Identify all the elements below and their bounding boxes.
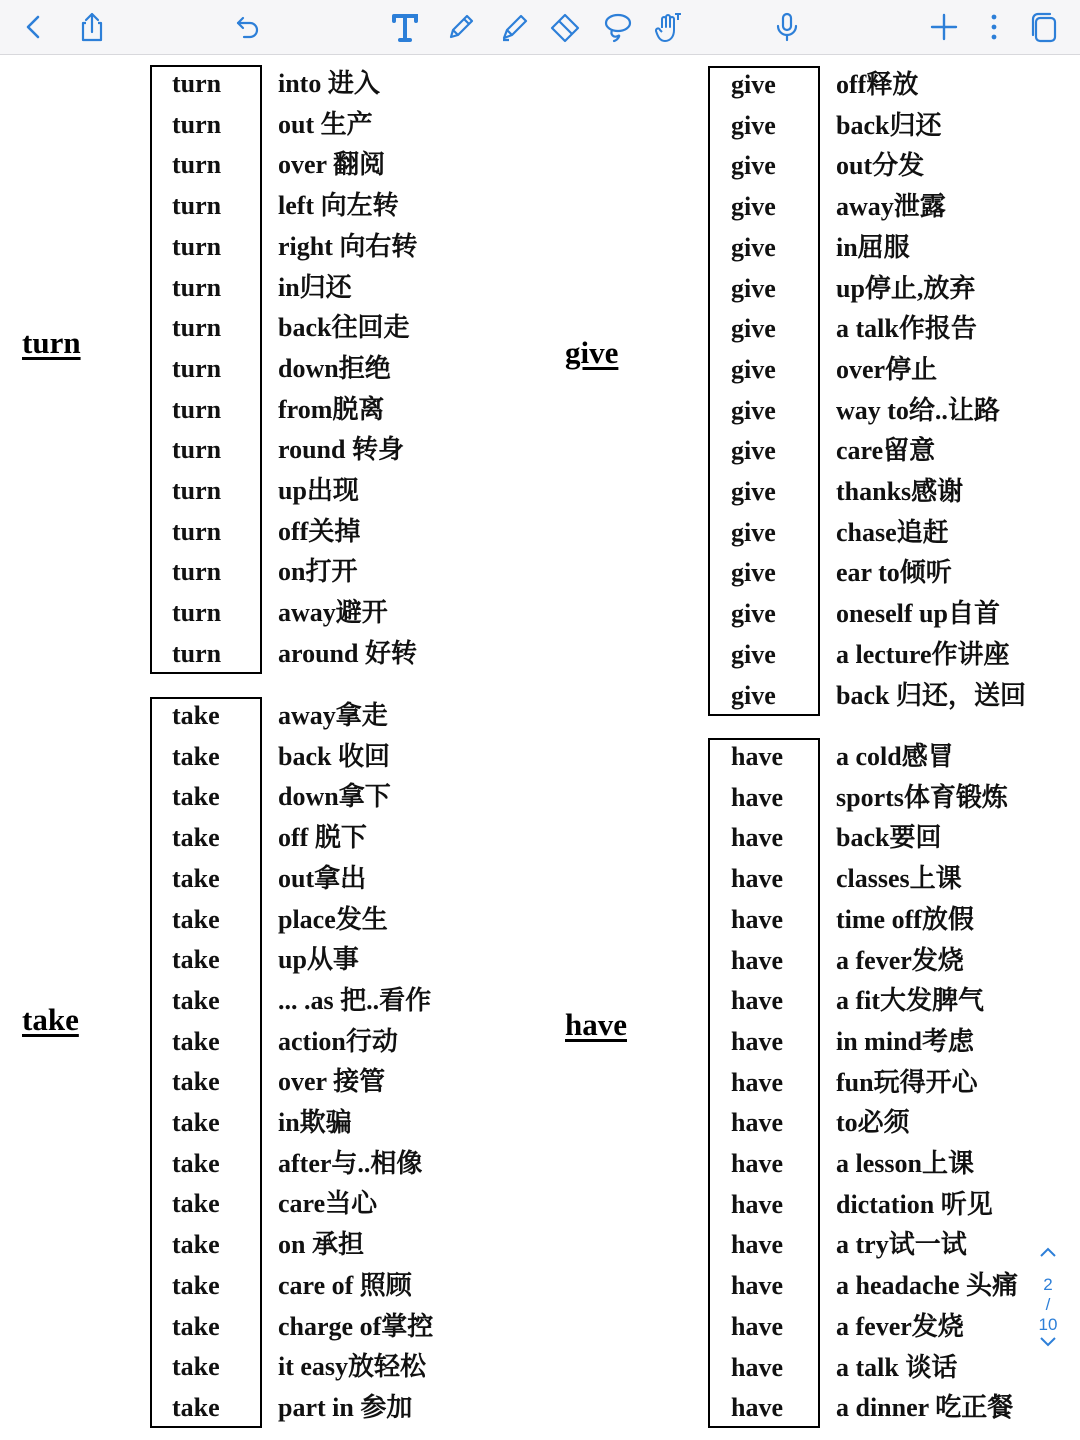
phrase-meaning: back往回走 xyxy=(278,313,410,343)
more-icon[interactable] xyxy=(974,7,1014,47)
phrase-meaning: away拿走 xyxy=(278,701,388,730)
phrase-meaning: way to给..让路 xyxy=(836,395,1000,425)
verb-cell: have xyxy=(731,1230,783,1260)
verb-cell: turn xyxy=(172,476,222,505)
verb-cell: turn xyxy=(172,231,222,261)
phrase-meaning: away避开 xyxy=(278,598,388,628)
phrase-meaning: away泄露 xyxy=(836,192,946,222)
phrase-meaning: care当心 xyxy=(278,1189,378,1219)
phrase-meaning: back 归还，送回 xyxy=(836,680,1026,710)
verb-cell: have xyxy=(731,1108,783,1138)
verb-cell: take xyxy=(172,1230,220,1260)
verb-cell: give xyxy=(731,517,776,547)
phrase-meaning: a talk作报告 xyxy=(836,314,977,344)
verb-cell: have xyxy=(731,1149,783,1178)
verb-cell: give xyxy=(731,110,776,140)
phrase-meaning: in欺骗 xyxy=(278,1108,352,1137)
verb-cell: turn xyxy=(172,191,222,221)
verb-cell: have xyxy=(731,1189,783,1219)
phrase-meaning: sports体育锻炼 xyxy=(836,782,1008,812)
verb-cell: take xyxy=(172,1026,220,1056)
phrase-meaning: oneself up自首 xyxy=(836,599,1000,629)
verb-cell: have xyxy=(731,945,783,975)
verb-cell: give xyxy=(731,680,776,710)
phrase-meaning: place发生 xyxy=(278,904,388,934)
verb-cell: turn xyxy=(172,435,222,465)
verb-cell: give xyxy=(731,314,776,344)
phrase-meaning: on 承担 xyxy=(278,1230,364,1260)
hand-touch-icon[interactable] xyxy=(648,7,688,47)
phrase-meaning: to必须 xyxy=(836,1108,910,1138)
verb-cell: give xyxy=(731,599,776,629)
verb-cell: have xyxy=(731,782,783,812)
verb-cell: turn xyxy=(172,272,222,302)
verb-cell: give xyxy=(731,436,776,466)
verb-cell: have xyxy=(731,986,783,1016)
verb-cell: take xyxy=(172,1067,220,1097)
verb-cell: turn xyxy=(172,638,222,668)
page-navigator xyxy=(1030,1245,1066,1405)
verb-cell: take xyxy=(172,863,220,893)
phrase-meaning: up出现 xyxy=(278,476,359,505)
phrase-meaning: out拿出 xyxy=(278,863,367,893)
phrase-meaning: a lesson上课 xyxy=(836,1149,974,1178)
verb-cell: have xyxy=(731,864,783,894)
verb-cell: have xyxy=(731,1352,783,1382)
verb-cell: have xyxy=(731,1026,783,1056)
phrase-meaning: down拿下 xyxy=(278,782,391,812)
text-tool-icon[interactable] xyxy=(385,7,425,47)
undo-icon[interactable] xyxy=(228,7,268,47)
phrase-meaning: around 好转 xyxy=(278,638,417,668)
phrase-meaning: care of 照顾 xyxy=(278,1270,412,1300)
phrase-meaning: over 翻阅 xyxy=(278,150,386,180)
verb-cell: have xyxy=(731,742,783,771)
phrase-meaning: thanks感谢 xyxy=(836,477,964,506)
phrase-meaning: in归还 xyxy=(278,272,352,302)
verb-cell: take xyxy=(172,1352,220,1382)
phrase-meaning: a talk 谈话 xyxy=(836,1352,958,1382)
verb-cell: give xyxy=(731,70,776,99)
verb-cell: have xyxy=(731,1271,783,1301)
verb-cell: take xyxy=(172,985,220,1015)
phrase-meaning: a headache 头痛 xyxy=(836,1271,1019,1301)
phrase-meaning: back要回 xyxy=(836,823,942,853)
phrase-meaning: classes上课 xyxy=(836,864,962,894)
phrase-meaning: a lecture作讲座 xyxy=(836,639,1010,669)
verb-cell: take xyxy=(172,1311,220,1341)
verb-cell: turn xyxy=(172,516,222,546)
phrase-meaning: in屈服 xyxy=(836,232,910,262)
verb-cell: give xyxy=(731,192,776,222)
phrase-meaning: on打开 xyxy=(278,557,358,587)
phrase-meaning: right 向右转 xyxy=(278,231,418,261)
verb-cell: take xyxy=(172,701,220,730)
phrase-meaning: off关掉 xyxy=(278,516,361,546)
phrase-meaning: a fit大发脾气 xyxy=(836,986,985,1016)
verb-cell: give xyxy=(731,558,776,588)
phrase-meaning: a try试一试 xyxy=(836,1230,967,1260)
verb-cell: take xyxy=(172,741,220,771)
verb-cell: take xyxy=(172,1392,220,1422)
verb-cell: have xyxy=(731,1393,783,1423)
verb-cell: give xyxy=(731,477,776,506)
phrase-meaning: down拒绝 xyxy=(278,353,391,383)
phrase-meaning: in mind考虑 xyxy=(836,1026,974,1056)
verb-cell: take xyxy=(172,1108,220,1137)
phrase-meaning: over 接管 xyxy=(278,1067,386,1097)
share-icon[interactable] xyxy=(72,7,112,47)
phrase-meaning: up从事 xyxy=(278,945,359,975)
phrase-meaning: care留意 xyxy=(836,436,936,466)
phrase-meaning: left 向左转 xyxy=(278,191,399,221)
group-head-word: take xyxy=(22,1002,79,1037)
phrase-meaning: after与..相像 xyxy=(278,1148,423,1178)
phrase-meaning: back归还 xyxy=(836,110,942,140)
phrase-meaning: ... .as 把..看作 xyxy=(278,985,432,1015)
verb-cell: take xyxy=(172,904,220,934)
verb-cell: take xyxy=(172,782,220,812)
verb-cell: have xyxy=(731,823,783,853)
phrase-meaning: off释放 xyxy=(836,70,919,99)
verb-cell: have xyxy=(731,1067,783,1097)
phrase-meaning: action行动 xyxy=(278,1026,398,1056)
verb-cell: take xyxy=(172,1148,220,1178)
verb-cell: turn xyxy=(172,394,222,424)
phrase-meaning: chase追赶 xyxy=(836,517,949,547)
verb-cell: turn xyxy=(172,353,222,383)
page-down-chevron-icon[interactable] xyxy=(1030,1335,1066,1365)
microphone-icon[interactable] xyxy=(767,7,807,47)
verb-cell: turn xyxy=(172,598,222,628)
eraser-icon[interactable] xyxy=(545,7,585,47)
phrase-meaning: a cold感冒 xyxy=(836,742,954,771)
verb-cell: take xyxy=(172,945,220,975)
group-head-word: turn xyxy=(22,325,81,360)
phrase-meaning: a fever发烧 xyxy=(836,945,964,975)
phrase-meaning: from脱离 xyxy=(278,394,385,424)
toolbar xyxy=(0,0,1080,55)
lasso-icon[interactable] xyxy=(597,7,637,47)
back-chevron-icon[interactable] xyxy=(14,7,54,47)
verb-cell: give xyxy=(731,151,776,181)
current-page-number: 2 xyxy=(1043,1275,1053,1294)
phrase-meaning: out分发 xyxy=(836,151,925,181)
phrase-meaning: off 脱下 xyxy=(278,823,367,853)
verb-cell: give xyxy=(731,232,776,262)
verb-cell: turn xyxy=(172,150,222,180)
phrase-meaning: a fever发烧 xyxy=(836,1311,964,1341)
phrase-meaning: into 进入 xyxy=(278,69,380,98)
phrase-meaning: up停止,放弃 xyxy=(836,273,976,303)
phrase-meaning: back 收回 xyxy=(278,741,390,771)
highlighter-icon[interactable] xyxy=(494,7,534,47)
group-head-word: have xyxy=(565,1007,627,1042)
add-icon[interactable] xyxy=(924,7,964,47)
verb-cell: take xyxy=(172,1189,220,1219)
phrase-meaning: over停止 xyxy=(836,354,938,384)
verb-cell: turn xyxy=(172,109,222,139)
total-page-number: 10 xyxy=(1038,1315,1058,1334)
pages-icon[interactable] xyxy=(1024,7,1064,47)
phrase-meaning: charge of掌控 xyxy=(278,1311,434,1341)
verb-cell: turn xyxy=(172,557,222,587)
verb-cell: give xyxy=(731,354,776,384)
phrase-meaning: time off放假 xyxy=(836,904,974,934)
phrase-meaning: it easy放轻松 xyxy=(278,1352,427,1382)
page-up-chevron-icon[interactable] xyxy=(1030,1245,1066,1275)
phrase-meaning: fun玩得开心 xyxy=(836,1067,978,1097)
phrase-meaning: round 转身 xyxy=(278,435,404,465)
phrase-meaning: part in 参加 xyxy=(278,1392,413,1422)
group-head-word: give xyxy=(565,335,619,370)
verb-cell: give xyxy=(731,639,776,669)
phrase-meaning: out 生产 xyxy=(278,109,373,139)
verb-cell: have xyxy=(731,1311,783,1341)
verb-cell: have xyxy=(731,904,783,934)
verb-cell: turn xyxy=(172,313,222,343)
page-separator: / xyxy=(1045,1295,1051,1314)
verb-cell: turn xyxy=(172,69,222,98)
verb-cell: take xyxy=(172,823,220,853)
phrase-meaning: dictation 听见 xyxy=(836,1189,993,1219)
verb-cell: give xyxy=(731,273,776,303)
verb-cell: give xyxy=(731,395,776,425)
pen-icon[interactable] xyxy=(441,7,481,47)
phrase-meaning: a dinner 吃正餐 xyxy=(836,1393,1014,1423)
verb-cell: take xyxy=(172,1270,220,1300)
phrase-meaning: ear to倾听 xyxy=(836,558,952,588)
